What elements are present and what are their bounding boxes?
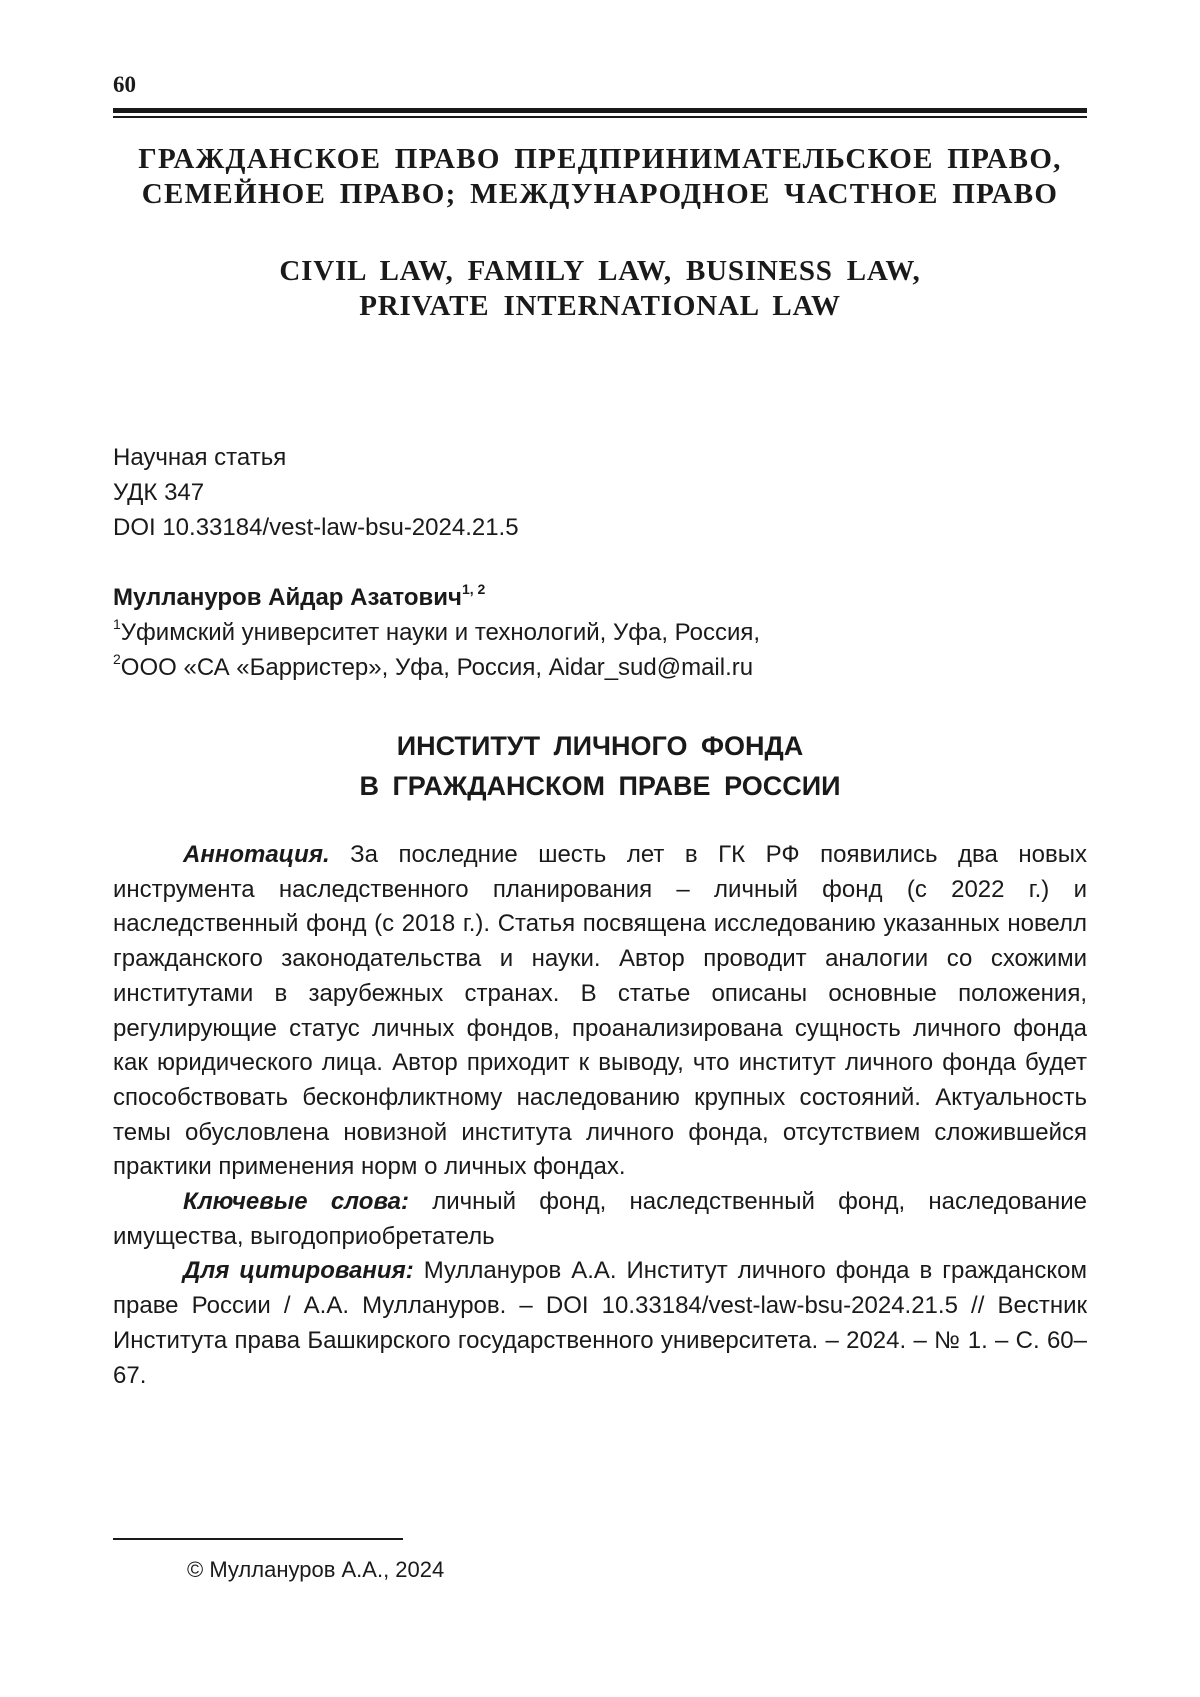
affiliation-1 bbox=[113, 615, 760, 650]
author-name-sup: 1, 2 bbox=[461, 581, 486, 597]
section-title-ru-line: СЕМЕЙНОЕ ПРАВО; МЕЖДУНАРОДНОЕ ЧАСТНОЕ ПРАВО bbox=[141, 178, 1059, 210]
abstract-section bbox=[113, 838, 1087, 1393]
keywords-label: Ключевые слова: bbox=[183, 1188, 409, 1216]
article-title bbox=[113, 726, 1087, 806]
header-rule bbox=[113, 108, 1087, 113]
header-rule-thin bbox=[113, 116, 1087, 118]
footnote-rule bbox=[113, 1538, 403, 1540]
author-name-text: Муллануров Айдар Азатович bbox=[113, 584, 462, 611]
affiliation-text: ООО «СА «Барристер», Уфа, Россия, Aidar_sud@mail.ru bbox=[120, 654, 754, 681]
section-title-ru-line: ГРАЖДАНСКОЕ ПРАВО ПРЕДПРИНИМАТЕЛЬСКОЕ ПРАВО, bbox=[138, 143, 1062, 175]
affiliation-sup: 1 bbox=[113, 616, 121, 632]
keywords-text: личный фонд, наследственный фонд, наследование имущества, выгодоприобретатель bbox=[113, 1188, 1088, 1250]
abstract-label: Аннотация. bbox=[183, 841, 330, 868]
article-title-line: ИНСТИТУТ ЛИЧНОГО ФОНДА bbox=[396, 731, 804, 761]
doi: DOI 10.33184/vest-law-bsu-2024.21.5 bbox=[113, 514, 519, 541]
affiliation-2 bbox=[113, 650, 760, 685]
author-name bbox=[113, 580, 760, 615]
section-title-ru bbox=[113, 142, 1087, 212]
abstract-text: За последние шесть лет в ГК РФ появились два новых инструмента наследственного планирования – личный фонд (с 2022 г.) и наследственный фонд (с 2018 г.). Статья посвящена исследованию указанных новелл гражданского законодательства и науки. Автор проводит аналогии со схожими институтами в зарубежных странах. В статье описаны основные положения, регулирующие статус личных фондов, проанализирована сущность личного фонда как юридического лица. Автор приходит к выводу, что институт личного фонда будет способствовать бесконфликтному наследованию крупных состояний. Актуальность темы обусловлена новизной института личного фонда, отсутствием сложившейся практики применения норм о личных фондах. bbox=[113, 841, 1087, 1181]
section-title-en bbox=[113, 254, 1087, 324]
affiliation-text: Уфимский университет науки и технологий, Уфа, Россия, bbox=[120, 619, 761, 646]
citation-text: Муллануров А.А. Институт личного фонда в гражданском праве России / А.А. Муллануров. – DOI 10.33184/vest-law-bsu-2024.21.5 // Вестник Института права Башкирского государственного университета. – 2024. – № 1. – С. 60–67. bbox=[113, 1257, 1087, 1389]
section-title-en-line: CIVIL LAW, FAMILY LAW, BUSINESS LAW, bbox=[279, 255, 921, 287]
abstract-paragraph bbox=[113, 838, 1087, 1185]
section-title-en-line: PRIVATE INTERNATIONAL LAW bbox=[359, 290, 841, 322]
page-number: 60 bbox=[113, 72, 136, 97]
article-title-line: В ГРАЖДАНСКОМ ПРАВЕ РОССИИ bbox=[359, 771, 841, 801]
citation-label: Для цитирования: bbox=[183, 1257, 414, 1285]
author-block bbox=[113, 580, 760, 685]
affiliation-sup: 2 bbox=[113, 651, 121, 667]
citation-paragraph bbox=[113, 1254, 1087, 1393]
article-type: Научная статья bbox=[113, 444, 287, 471]
keywords-paragraph bbox=[113, 1185, 1087, 1254]
copyright-notice: © Муллануров А.А., 2024 bbox=[187, 1557, 445, 1582]
udc-code: УДК 347 bbox=[113, 479, 205, 506]
article-meta bbox=[113, 440, 519, 545]
